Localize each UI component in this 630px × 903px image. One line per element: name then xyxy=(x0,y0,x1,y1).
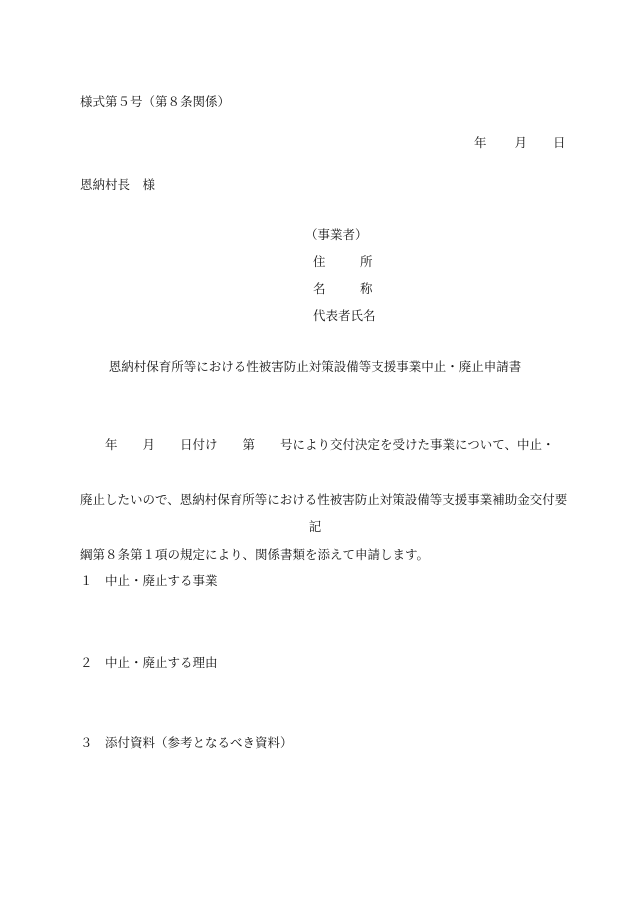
body-line-2: 廃止したいので、恩納村保育所等における性被害防止対策設備等支援事業補助金交付要 xyxy=(80,492,568,507)
address-label-1: 住 xyxy=(313,254,326,269)
applicant-block xyxy=(0,227,630,323)
date-day: 日 xyxy=(552,134,566,150)
date-line xyxy=(466,124,566,149)
form-number: 様式第５号（第８条関係） xyxy=(80,94,231,109)
list-item: ２ 中止・廃止する理由 xyxy=(80,655,218,670)
applicant-label: （事業者） xyxy=(305,227,368,242)
date-month: 月 xyxy=(514,134,527,150)
document-title: 恩納村保育所等における性被害防止対策設備等支援事業中止・廃止申請書 xyxy=(108,359,522,374)
name-label-1: 名 xyxy=(313,281,326,296)
date-year: 年 xyxy=(473,134,487,150)
ki-heading: 記 xyxy=(308,519,322,534)
body-line-3: 綱第８条第１項の規定により、関係書類を添えて申請します。 xyxy=(80,547,430,562)
body-paragraph xyxy=(80,414,568,592)
list-item: １ 中止・廃止する事業 xyxy=(80,573,218,588)
representative-label: 代表者氏名 xyxy=(313,308,376,323)
name-label-2: 称 xyxy=(360,281,373,296)
body-line-1: 年 月 日付け 第 号により交付決定を受けた事業について、中止・ xyxy=(80,437,555,452)
addressee: 恩納村長 様 xyxy=(80,177,156,192)
list-item: ３ 添付資料（参考となるべき資料） xyxy=(80,735,293,750)
address-label-2: 所 xyxy=(360,254,373,269)
